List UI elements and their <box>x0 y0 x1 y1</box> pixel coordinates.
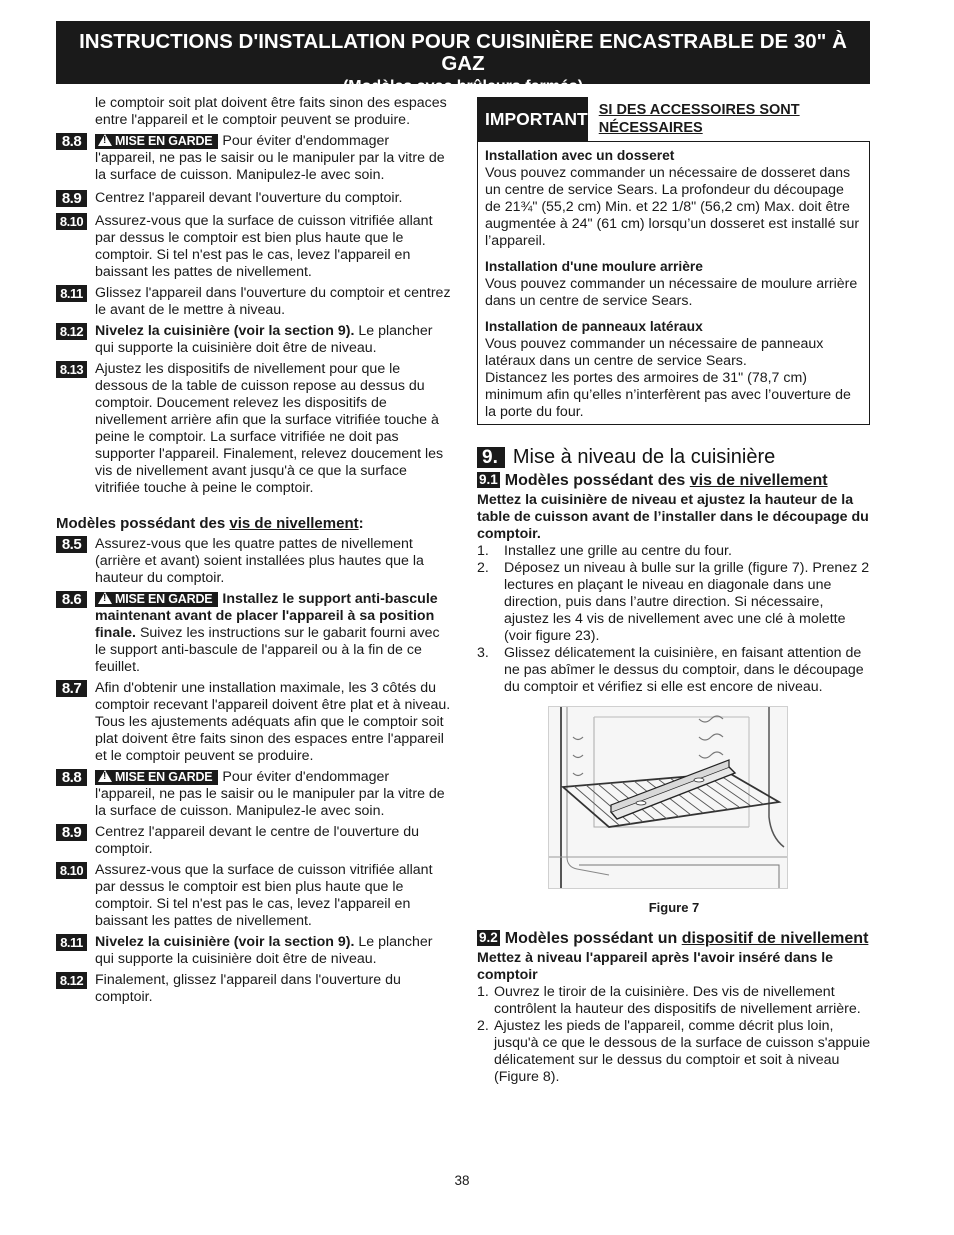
figure-caption: Figure 7 <box>648 900 700 915</box>
step-text: Assurez-vous que la surface de cuisson vitrifiée allant par dessus le comptoir est bien plus haute que le comptoir. Si tel n'est pas le cas, levez l'appareil en baissant les pattes de nivellement. <box>95 213 433 280</box>
warning-badge: ! MISE EN GARDE <box>95 134 218 149</box>
leveling-steps-list <box>477 543 871 696</box>
step-text: Glissez l'appareil dans l'ouverture du comptoir et centrez le avant de le mettre à niveau. <box>95 285 451 318</box>
intro-text: le comptoir soit plat doivent être faits sinon des espaces entre l'appareil et le comptoir peuvent se produire. <box>95 95 447 128</box>
step-8-12a <box>56 323 452 357</box>
step-8-13a <box>56 361 452 497</box>
subsection-number: 9.1 <box>479 472 498 487</box>
accessory-text: Vous pouvez commander un nécessaire de panneaux latéraux dans un centre de service Sears. <box>485 336 824 369</box>
accessory-title: Installation de panneaux latéraux <box>485 319 703 334</box>
step-8-11a <box>56 285 452 319</box>
accessory-title: Installation d'une moulure arrière <box>485 259 703 274</box>
step-number: 8.13 <box>56 361 87 378</box>
step-8-8b <box>56 769 452 820</box>
step-text: Pour éviter d'endommager l'appareil, ne pas le saisir ou le manipuler par la vitre de la surface de cuisson. Manipulez-le avec soin. <box>95 769 445 819</box>
step-text: Pour éviter d'endommager l'appareil, ne pas le saisir ou le manipuler par la vitre de la surface de cuisson. Manipulez-le avec soin. <box>95 133 445 183</box>
step-text: Centrez l'appareil devant l'ouverture du comptoir. <box>95 190 403 206</box>
important-title: SI DES ACCESSOIRES SONT NÉCESSAIRES <box>598 102 800 136</box>
step-number: 8.10 <box>56 213 87 230</box>
accessory-title: Installation avec un dosseret <box>485 148 675 163</box>
list-item: 1. Installez une grille au centre du four. <box>477 543 732 559</box>
list-item: 2. Déposez un niveau à bulle sur la grille (figure 7). Prenez 2 lectures en plaçant le niveau en diagonale dans une direction, puis dans l’autre direction. Si nécessaire, ajustez les 4 vis de nivellement avec une clé à molette (voir figure 23). <box>477 560 870 644</box>
step-bold-text: Nivelez la cuisinière (voir la section 9). <box>95 323 355 339</box>
step-text: Finalement, glissez l'appareil dans l'ouverture du comptoir. <box>95 972 401 1005</box>
step-number: 8.5 <box>56 536 87 553</box>
important-header <box>477 97 871 142</box>
step-text: Assurez-vous que les quatre pattes de nivellement (arrière et avant) soient installées plus hautes que la hauteur du comptoir. <box>95 536 424 586</box>
step-8-11b <box>56 934 452 968</box>
left-column <box>56 95 452 1010</box>
step-text: Assurez-vous que la surface de cuisson vitrifiée allant par dessus le comptoir est bien plus haute que le comptoir. Si tel n'est pas le cas, levez l'appareil en baissant les pattes de nivellement. <box>95 862 433 929</box>
important-box <box>477 141 870 425</box>
accessory-block <box>485 147 861 250</box>
accessory-block <box>485 318 861 421</box>
right-column <box>477 97 871 1086</box>
subheading-leveling-screws: Modèles possédant des vis de nivellement: <box>56 515 364 532</box>
step-8-8a <box>56 133 452 184</box>
step-8-10b <box>56 862 452 930</box>
step-number: 8.12 <box>56 323 87 340</box>
step-8-7 <box>56 680 452 765</box>
step-number: 8.8 <box>56 769 87 786</box>
important-label: IMPORTANT <box>477 97 588 142</box>
header-title: INSTRUCTIONS D'INSTALLATION POUR CUISINIÈRE ENCASTRABLE DE 30" À GAZ <box>79 30 847 75</box>
list-item: 2. Ajustez les pieds de l'appareil, comme décrit plus loin, jusqu'à ce que le dessous de la surface de cuisson s'appuie délicatement sur le dessus du comptoir et soit à niveau (Figure 8). <box>477 1018 871 1085</box>
step-8-6 <box>56 591 452 676</box>
step-number: 8.6 <box>56 591 87 608</box>
step-number: 8.11 <box>56 285 87 302</box>
step-number: 8.10 <box>56 862 87 879</box>
step-8-9a <box>56 190 452 207</box>
subsection-9-1-heading: 9.1 Modèles possédant des vis de nivellement <box>479 472 828 489</box>
subsection-9-2-heading: 9.2 Modèles possédant un dispositif de nivellement <box>479 930 869 947</box>
section-title: Mise à niveau de la cuisinière <box>512 446 776 468</box>
step-number: 8.11 <box>56 934 87 951</box>
leveling-device-list <box>477 984 871 1086</box>
step-text: Suivez les instructions sur le gabarit fourni avec le support anti-bascule de l'appareil ou à la fin de ce feuillet. <box>95 625 440 675</box>
accessory-text: Vous pouvez commander un nécessaire de moulure arrière dans un centre de service Sears. <box>485 276 858 309</box>
step-number: 8.9 <box>56 190 87 207</box>
subsection-9-2-intro: Mettez à niveau l'appareil après l'avoir inséré dans le comptoir <box>477 950 834 983</box>
oven-level-illustration <box>549 707 788 889</box>
step-number: 8.9 <box>56 824 87 841</box>
warning-triangle-icon: ! <box>98 134 112 146</box>
step-number: 8.12 <box>56 972 87 989</box>
step-8-12b <box>56 972 452 1006</box>
warning-triangle-icon: ! <box>98 770 112 782</box>
section-number: 9. <box>477 447 505 468</box>
warning-badge: ! MISE EN GARDE <box>95 592 218 607</box>
header-subtitle: (Modèles avec brûleurs fermés) <box>342 78 584 95</box>
step-8-9b <box>56 824 452 858</box>
step-8-5 <box>56 536 452 587</box>
step-bold-text: Nivelez la cuisinière (voir la section 9). <box>95 934 355 950</box>
page-number: 38 <box>454 1173 470 1188</box>
page-header <box>56 21 870 95</box>
step-8-10a <box>56 213 452 281</box>
warning-triangle-icon: ! <box>98 592 112 604</box>
list-item: 1. Ouvrez le tiroir de la cuisinière. Des vis de nivellement contrôlent la hauteur des dispositifs de nivellement arrière. <box>477 984 861 1017</box>
subsection-9-1-intro: Mettez la cuisinière de niveau et ajustez la hauteur de la table de cuisson avant de l’installer dans le découpage du comptoir. <box>477 492 869 542</box>
accessory-block <box>485 258 861 310</box>
subsection-number: 9.2 <box>479 930 498 945</box>
step-text: Afin d'obtenir une installation maximale, les 3 côtés du comptoir recevant l'appareil doivent être plat et à niveau. Tous les ajustements adéquats afin que le comptoir soit plat doivent être faits sinon des espaces entre l'appareil et le comptoir peuvent se produire. <box>95 680 451 764</box>
warning-badge: ! MISE EN GARDE <box>95 770 218 785</box>
list-item: 3. Glissez délicatement la cuisinière, en faisant attention de ne pas abîmer le dessus du comptoir, dans le découpage du comptoir et vérifiez si elle est encore de niveau. <box>477 645 864 695</box>
section-9-heading <box>477 447 871 468</box>
step-number: 8.8 <box>56 133 87 150</box>
step-text: Le plancher qui supporte la cuisinière doit être de niveau. <box>95 934 433 967</box>
step-number: 8.7 <box>56 680 87 697</box>
step-bold-text: Installez le support anti-bascule maintenant avant de placer l'appareil à sa position finale. <box>95 591 438 641</box>
figure-7-oven-rack-level <box>548 706 788 889</box>
step-text: Ajustez les dispositifs de nivellement pour que le dessous de la table de cuisson repose au dessus du comptoir. Doucement relevez les dispositifs de nivellement arrière afin que la surface vitrifiée touche à peine le comptoir. La surface vitrifiée ne doit pas supporter l'appareil. Finalement, relevez doucement les vis de nivellement avant jusqu'à ce que la surface vitrifiée touche à peine le comptoir. <box>95 361 444 496</box>
accessory-text: Vous pouvez commander un nécessaire de dosseret dans un centre de service Sears. La profondeur du découpage de 21¾" (55,2 cm) Min. et 22 1/8" (56,2 cm) Max. doit être augmentée à 24" (61 cm) lorsqu’un dosseret est installé sur l’appareil. <box>485 165 860 249</box>
step-text: Centrez l'appareil devant le centre de l'ouverture du comptoir. <box>95 824 420 857</box>
step-text: Le plancher qui supporte la cuisinière doit être de niveau. <box>95 323 433 356</box>
accessory-text-2: Distancez les portes des armoires de 31" (78,7 cm) minimum afin qu’elles n’interfèrent pas avec l’ouverture de la porte du four. <box>485 370 851 420</box>
